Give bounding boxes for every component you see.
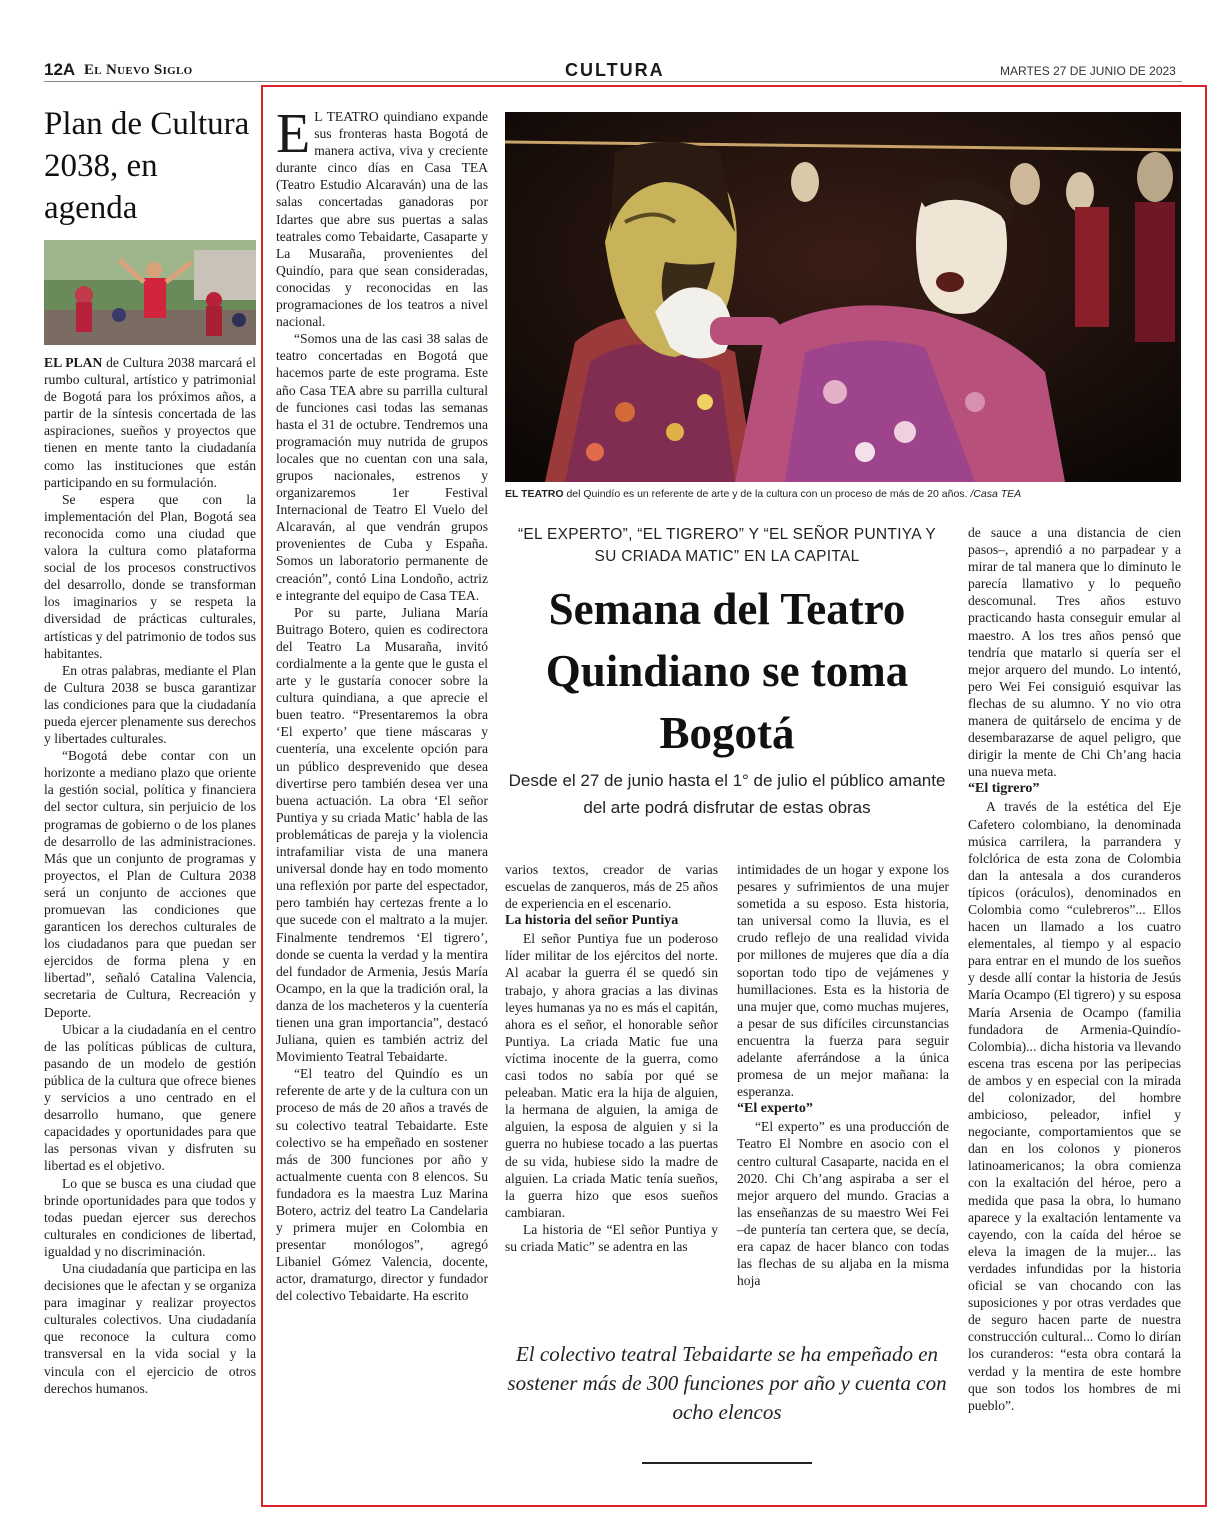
- article-paragraph: E L TEATRO quindiano expande sus fronteras hasta Bogotá de manera activa, viva y creciente durante cinco días en Casa TEA (Teatro Estudio Alcaraván) una de las salas concertadas ganadoras por Idartes que abre sus puertas a salas teatrales como Tebaidarte, Casaparte y La Musaraña, provenientes del Quindío, para que sean consideradas, conocidas y reconocidas en las programaciones de los teatros a nivel nacional.: [276, 103, 488, 330]
- article-column-1: [276, 103, 488, 1305]
- sidebar-body: [44, 354, 256, 1397]
- article-paragraph: El señor Puntiya fue un poderoso líder militar de los ejércitos del norte. Al acabar la guerra él se quedó sin trabajo, y ahora gracias a las divinas leyes humanas ya no es más el capitán, ahora es el señor, el honorable señor Puntiya. La criada Matic fue una víctima inocente de la guerra, como casi todos no sabía por qué se peleaban. Matic era la hija de alguien, la hermana de alguien, la amiga de alguien, la esposa de alguien y si la guerra no hubiese tocado a las puertas de su vida, hubiese sido la madre de alguien. La criada Matic tenía sueños, la guerra hizo que esos sueños cambiaran.: [505, 931, 718, 1220]
- article-paragraph: de sauce a una distancia de cien pasos–, aprendió a no parpadear y a mirar de tal manera que lo diminuto le parecía llamativo y lo pequeño descomunal. Tres años estuvo practicando hasta conseguir emular al maestro. A los tres años pensó que tendría que matarlo si quería ser el mejor arquero del mundo. Lo intentó, pero Wei Fei consiguió esquivar las flechas de su alumno. Y no vio otra manera de quitárselo de encima y de desembarazarse de aquel peligro, que dirigir la mente de Chi Ch’ang hacia una nueva meta.: [968, 525, 1181, 780]
- theatre-photo: [505, 112, 1181, 482]
- article-headline: Semana del Teatro Quindiano se toma Bogotá: [545, 584, 909, 758]
- pull-quote-rule: [642, 1462, 812, 1464]
- sidebar-paragraph: Ubicar a la ciudadanía en el centro de las políticas públicas de cultura, pasando de un modelo de gestión pública de la cultura que ofrece bienes y servicios a uno centrado en el desarrollo humano, que genere capacidades y oportunidades para que las personas vivan y disfruten su libertad es el objetivo.: [44, 1021, 256, 1174]
- article-paragraph: “El experto” es una producción de Teatro El Nombre en asocio con el centro cultural Casaparte, nacida en el 2020. Chi Ch’ang aspiraba a ser el mejor arquero del mundo. Gracias a las enseñanzas de su maestro Wei Fei –de puntería tan certera que, se decía, era capaz de hacer blanco con todas las flechas de su aljaba en la misma hoja: [737, 1119, 949, 1289]
- sidebar-lead: EL PLAN: [44, 355, 103, 370]
- subhead-tigrero: “El tigrero”: [968, 781, 1040, 797]
- sidebar-paragraph: En otras palabras, mediante el Plan de Cultura 2038 se busca garantizar las condiciones para que la ciudadanía pueda ejercer plenamente sus derechos y libertades culturales.: [44, 662, 256, 747]
- sidebar-paragraph: Una ciudadanía que participa en las decisiones que le afectan y se organiza para imaginar y realizar proyectos culturales colectivos. Una ciudadanía que reconoce la cultura como transversal en la vida social y la vincula con el ejercicio de otros derechos humanos.: [44, 1260, 256, 1396]
- article-paragraph: A través de la estética del Eje Cafetero colombiano, la denominada música carrilera, la parrandera y folclórica de esta zona de Colombia dan la antesala a dos curanderos típicos (oráculos), denominados en Colombia como “culebreros”... Ellos hacen un llamado a los cuatro elementales, al tiempo y al espacio para entrar en el mundo de los sueños y desde allí contar la historia de Jesús María Ocampo (El tigrero) y su esposa María Arsenia de Ocampo (familia fundadora de Armenia-Quindío-Colombia)... dicha historia va llevando escena tras escena por las peripecias de ambos y en especial con la mirada del colonizador, del hombre ambicioso, peleador, infiel y negociante, comportamientos que se dan en los colonos y pioneros latinoamericanos; la obra comienza con la exaltación del héroe, pero a medida que pasa la obra, lo humano aparece y la exaltación lentamente va cayendo, con la caída del héroe se eleva la imagen de la mujer... las verdades infundidas por la historia oficial se van chocando con las suposiciones y por otras verdades que de seguro hacen parte de nuestra construcción cultural... Como lo dirían los curanderos: “esta obra contará la verdad y la mentira de este hombre que son todos los hombres de mi pueblo”.: [968, 799, 1181, 1413]
- drop-cap: E: [276, 103, 311, 165]
- sidebar-photo: [44, 240, 256, 345]
- section-name: CULTURA: [565, 60, 665, 80]
- article-deck: Desde el 27 de junio hasta el 1° de julio el público amante del arte podrá disfrutar de estas obras: [508, 771, 946, 817]
- header-rule: [44, 81, 1182, 82]
- sidebar-paragraph: EL PLAN de Cultura 2038 marcará el rumbo cultural, artístico y patrimonial de Bogotá para los próximos años, a partir de la síntesis concertada de las aspiraciones, sueños y proyectos que tienen en mente tanto la ciudadanía como las instituciones que están participando en su formulación.: [44, 355, 256, 490]
- sidebar-paragraph: Se espera que con la implementación del Plan, Bogotá sea reconocida como una ciudad que valora la cultura como plataforma social de los procesos constructivos del desarrollo, donde se transforman los imaginarios y se respeta la diversidad de prácticas culturales, artísticas y del patrimonio de todos sus habitantes.: [44, 491, 256, 661]
- article-column-4: [968, 524, 1181, 1414]
- sidebar-paragraph: “Bogotá debe contar con un horizonte a mediano plazo que oriente la gestión social, política y financiera del sector cultura, sin perjuicio de los programas de gobierno o de los planes de desarrollo de las administraciones. Más que un conjunto de programas y proyectos, el Plan de Cultura 2038 será un conjunto de acciones que promuevan las condiciones que garanticen los derechos culturales de los ciudadanos para que puedan ser ejercidos de forma plena y en libertad”, señaló Catalina Valencia, secretaria de Cultura, Recreación y Deporte.: [44, 748, 256, 1020]
- issue-date: MARTES 27 DE JUNIO DE 2023: [1000, 64, 1176, 78]
- article-paragraph: intimidades de un hogar y expone los pesares y sufrimientos de una mujer sometida a su esposo. Esta historia, tan universal como la lluvia, es el crudo reflejo de una realidad vivida por millones de mujeres que día a día soportan todo tipo de vejámenes y humillaciones. Esta es la historia de una mujer que, como muchas mujeres, a pesar de sus difíciles circunstancias encuentra la fuerza para seguir adelante aferrándose a la única promesa de un mejor mañana: la esperanza.: [737, 862, 949, 1100]
- article-column-3: [737, 861, 949, 1289]
- article-paragraph: “El teatro del Quindío es un referente de arte y de la cultura con un proceso de más de 20 años a través de su colectivo teatral Tebaidarte. Este colectivo se ha empeñado en sostener más de 300 funciones por año y actualmente cuenta con 8 elencos. Su fundadora es la maestra Luz Marina Botero, actriz del teatro La Candelaria y primera mujer en Colombia en presentar monólogos”, agregó Libaniel Gómez Valencia, docente, actor, dramaturgo, director y fundador del colectivo Tebaidarte. Ha escrito: [276, 1066, 488, 1304]
- pull-quote: El colectivo teatral Tebaidarte se ha empeñado en sostener más de 300 funciones por año y cuenta con ocho elencos: [507, 1342, 947, 1424]
- sidebar-paragraph: Lo que se busca es una ciudad que brinde oportunidades para que todos y todas puedan ejercer sus derechos culturales en condiciones de libertad, igualdad y no discriminación.: [44, 1175, 256, 1259]
- article-column-2: [505, 861, 718, 1255]
- article-kicker: “EL EXPERTO”, “EL TIGRERO” Y “EL SEÑOR PUNTIYA Y SU CRIADA MATIC” EN LA CAPITAL: [517, 526, 937, 565]
- photo-caption: EL TEATRO del Quindío es un referente de arte y de la cultura con un proceso de más de 20 años. /Casa TEA: [505, 488, 1022, 500]
- subhead-experto: “El experto”: [737, 1101, 813, 1117]
- article-paragraph: varios textos, creador de varias escuelas de zanqueros, más de 25 años de experiencia en el escenario.: [505, 862, 718, 912]
- article-paragraph: “Somos una de las casi 38 salas de teatro concertadas en Bogotá que hacemos parte de este programa. Este año Casa TEA abre su parrilla cultural de funciones casi todas las semanas hasta el 31 de octubre. Tendremos una programación muy nutrida de grupos locales que no cuentan con una sala, grupos nacionales, estrenos y organizaremos 1er Festival Internacional de Teatro El Vuelo del Alcaraván, al que vendrán grupos provenientes de Cuba y España. Somos un laboratorio permanente de creación”, contó Lina Londoño, actriz e integrante del equipo de Casa TEA.: [276, 331, 488, 603]
- article-paragraph: La historia de “El señor Puntiya y su criada Matic” se adentra en las: [505, 1221, 718, 1254]
- article-paragraph: Por su parte, Juliana María Buitrago Botero, quien es codirectora del Teatro La Musaraña, invitó cordialmente a la gente que le gusta el arte y le gustaría conocer sobre la cultura quindiana, a que aprecie el buen teatro. “Presentaremos la obra ‘El experto’ que tiene máscaras y cuentería, una excelente opción para un público desprevenido que desea divertirse pero también desea ver una buena actuación. La obra ‘El señor Puntiya y su criada Matic’ habla de las problemáticas de pareja y la violencia intrafamiliar vista de una manera universal donde hay en todo momento una reflexión por parte del espectador, pero también hay certezas frente a lo que sucede con el maltrato a la mujer. Finalmente tendremos ‘El tigrero’, donde se cuenta la verdad y la mentira del fundador de Armenia, Jesús María Ocampo, en la que la tradición oral, la danza de los macheteros y la cuentería tienen una gran importancia”, destacó Juliana, quien es también actriz del Movimiento Teatral Tebaidarte.: [276, 604, 488, 1065]
- sidebar-title: Plan de Cultura 2038, en agenda: [44, 106, 250, 226]
- page-number: 12A: [44, 60, 76, 79]
- newspaper-name: El Nuevo Siglo: [84, 62, 193, 78]
- subhead-puntiya: La historia del señor Puntiya: [505, 913, 679, 929]
